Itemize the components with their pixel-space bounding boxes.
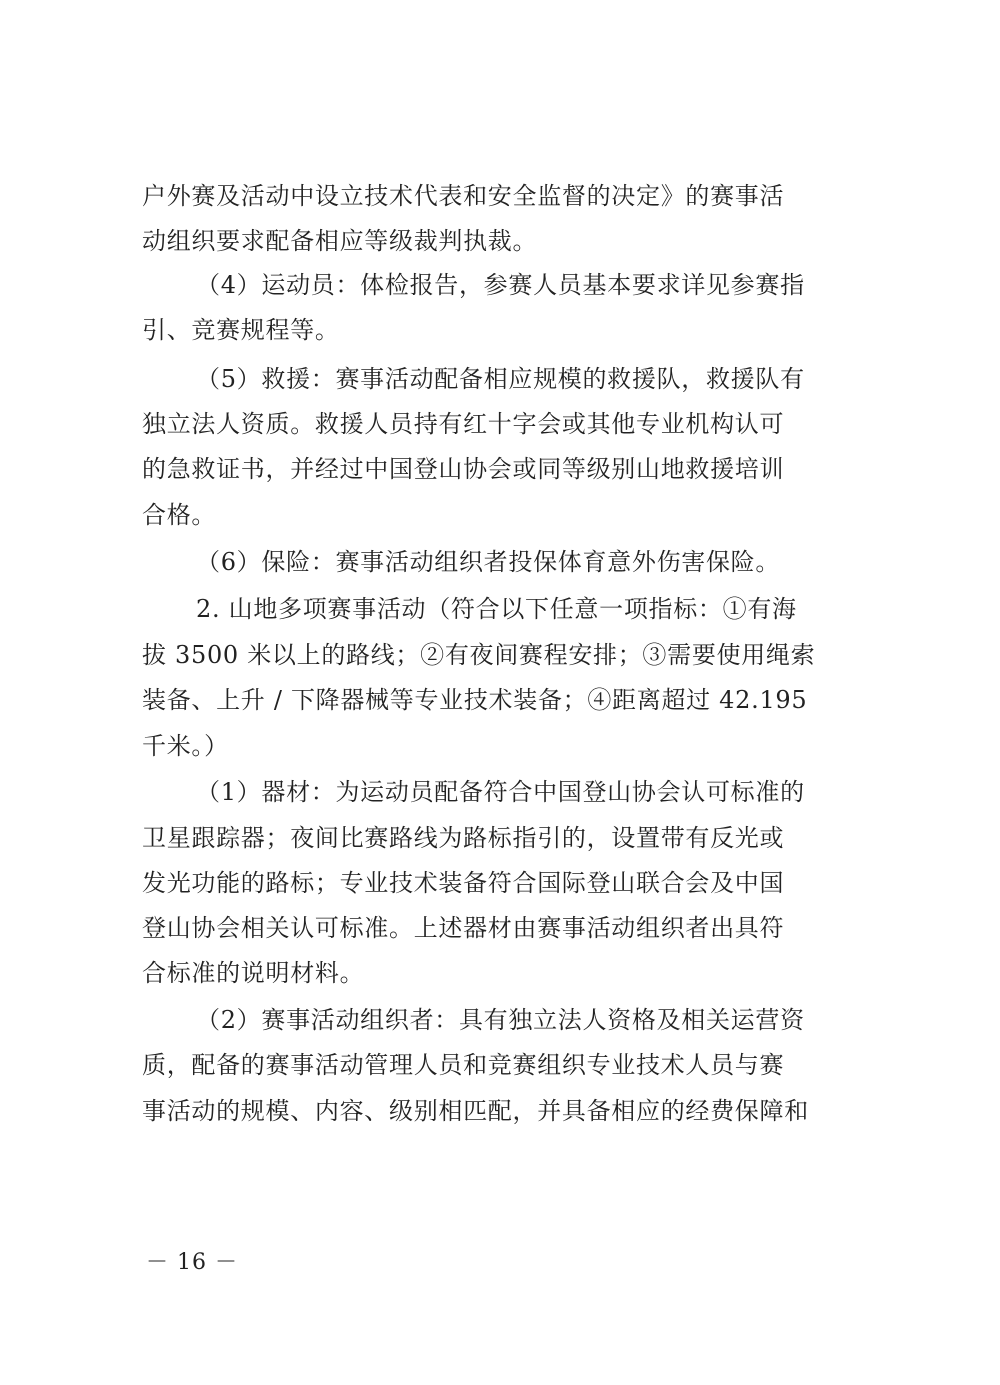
paragraph-item-4: （4）运动员：体检报告，参赛人员基本要求详见参赛指 [196, 271, 805, 299]
text-line: 千米。） [142, 732, 229, 760]
text-line: 登山协会相关认可标准。上述器材由赛事活动组织者出具符 [142, 914, 785, 942]
text-line: 发光功能的路标；专业技术装备符合国际登山联合会及中国 [142, 869, 785, 897]
text-line: 装备、上升 / 下降器械等专业技术装备；④距离超过 42.195 [142, 686, 808, 714]
paragraph-item-1: （1）器材：为运动员配备符合中国登山协会认可标准的 [196, 778, 805, 806]
text-line: 事活动的规模、内容、级别相匹配，并具备相应的经费保障和 [142, 1097, 809, 1125]
text-line: 合标准的说明材料。 [142, 959, 365, 987]
text-line: 质，配备的赛事活动管理人员和竞赛组织专业技术人员与赛 [142, 1051, 785, 1079]
section-heading-2: 2. 山地多项赛事活动（符合以下任意一项指标：①有海 [196, 595, 797, 623]
text-line: 户外赛及活动中设立技术代表和安全监督的决定》的赛事活 [142, 182, 785, 210]
paragraph-item-2: （2）赛事活动组织者：具有独立法人资格及相关运营资 [196, 1006, 805, 1034]
text-line: 独立法人资质。救援人员持有红十字会或其他专业机构认可 [142, 410, 785, 438]
text-line: 的急救证书，并经过中国登山协会或同等级别山地救援培训 [142, 455, 785, 483]
page-number: － 16 － [146, 1250, 238, 1275]
text-line: 引、竞赛规程等。 [142, 316, 340, 344]
text-line: 卫星跟踪器；夜间比赛路线为路标指引的，设置带有反光或 [142, 824, 785, 852]
paragraph-item-6: （6）保险：赛事活动组织者投保体育意外伤害保险。 [196, 548, 781, 576]
text-line: 动组织要求配备相应等级裁判执裁。 [142, 227, 538, 255]
paragraph-item-5: （5）救援：赛事活动配备相应规模的救援队，救援队有 [196, 365, 805, 393]
text-line: 拔 3500 米以上的路线；②有夜间赛程安排；③需要使用绳索 [142, 641, 816, 669]
text-line: 合格。 [142, 501, 217, 529]
